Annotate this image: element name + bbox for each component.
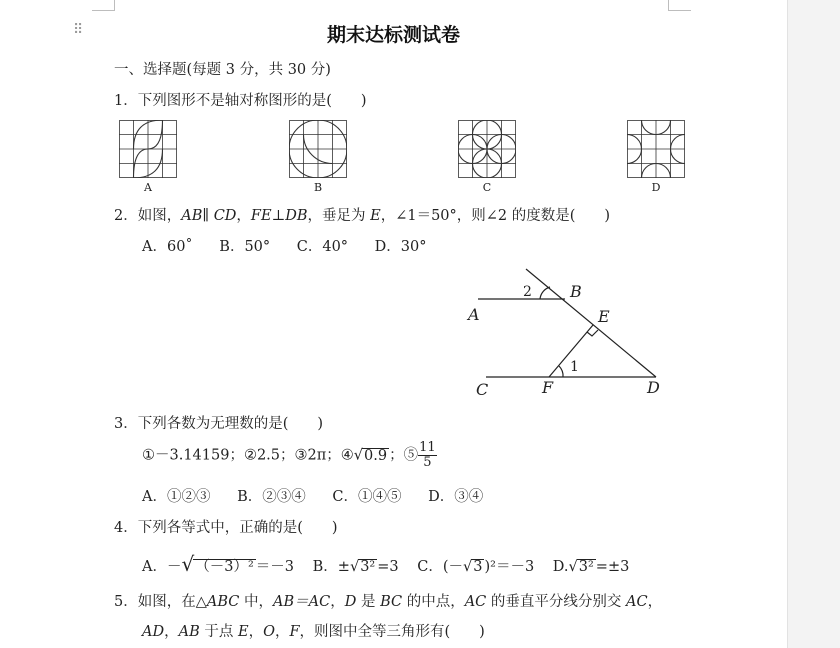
q3-option-c: C．①④⑤ bbox=[332, 489, 402, 505]
label-d: D bbox=[647, 378, 660, 397]
q5-line-1 bbox=[114, 590, 662, 611]
q1-option-label: C bbox=[482, 181, 492, 194]
q2-prefix: 2．如图， bbox=[114, 208, 182, 224]
q1-stem: 1．下列图形不是轴对称图形的是( ) bbox=[114, 93, 367, 109]
q4-option-c bbox=[417, 559, 534, 575]
q3-sqrt-arg: 0.9 bbox=[364, 447, 388, 464]
q3-option-d: D．③④ bbox=[428, 489, 484, 505]
label-c: C bbox=[476, 380, 489, 399]
q3-items-mid: ；⑤ bbox=[389, 447, 419, 464]
drag-handle-icon[interactable]: ⠿ bbox=[73, 22, 82, 38]
q3-frac-den: 5 bbox=[423, 455, 432, 470]
q5-text: 是 bbox=[356, 594, 381, 610]
q2-option-b: B．50° bbox=[219, 239, 271, 255]
page-corner-mark bbox=[92, 0, 115, 11]
q4-b-pre: B．± bbox=[312, 559, 350, 575]
q3-option-a: A．①②③ bbox=[142, 489, 211, 505]
q4-option-d bbox=[553, 559, 630, 575]
q1-figure-d bbox=[627, 120, 685, 178]
q5-text: 于点 bbox=[199, 624, 238, 640]
q2-rest: ，∠1＝50°，则∠2 的度数是( ) bbox=[380, 208, 611, 224]
q4-c-radicand: 3 bbox=[473, 559, 483, 575]
q5-text: 的垂直平分线分别交 bbox=[486, 594, 626, 610]
q5-ac: AC bbox=[464, 594, 487, 610]
q1-option-label: A bbox=[144, 181, 152, 194]
label-f: F bbox=[542, 378, 554, 397]
q5-line-2 bbox=[142, 620, 485, 641]
q2-sep: ， bbox=[236, 208, 251, 224]
q4-a-pre: A．－ bbox=[142, 559, 182, 575]
q2-db: DB bbox=[285, 208, 308, 224]
line-bd bbox=[526, 269, 656, 377]
q3-fraction bbox=[418, 441, 437, 470]
q4-c-post: )²＝－3 bbox=[484, 559, 535, 575]
q1-option-label: D bbox=[651, 181, 661, 194]
q5-text: 的中点， bbox=[402, 594, 465, 610]
q4-d-pre: D. bbox=[552, 559, 569, 575]
q4-a-radicand: （－3）² bbox=[195, 559, 254, 575]
q3-items bbox=[142, 441, 437, 470]
sqrt-symbol: √ bbox=[353, 447, 364, 464]
q2-mid: ，垂足为 bbox=[307, 208, 371, 224]
sqrt-symbol: √ bbox=[568, 559, 578, 575]
label-a: A bbox=[468, 305, 480, 324]
q4-option-b bbox=[313, 559, 399, 575]
q1-figure-a bbox=[119, 120, 177, 178]
q1-figure-c bbox=[458, 120, 516, 178]
q5-text: ， bbox=[647, 594, 663, 610]
q4-a-post: ＝－3 bbox=[255, 559, 295, 575]
q2-option-a: A．60˚ bbox=[142, 239, 193, 255]
q5-ac: AC bbox=[626, 594, 648, 610]
label-angle-2: 2 bbox=[523, 284, 532, 300]
q3-items-prefix: ①－3.14159；②2.5；③2π；④ bbox=[142, 447, 354, 464]
q5-text: ， bbox=[248, 624, 264, 640]
page-corner-mark bbox=[668, 0, 691, 11]
q2-geometry-figure bbox=[460, 262, 675, 402]
q4-d-radicand: 3² bbox=[578, 559, 594, 575]
sqrt-symbol: √ bbox=[349, 559, 360, 575]
q2-stem bbox=[114, 204, 610, 225]
q2-option-d: D．30° bbox=[374, 239, 427, 255]
q2-e: E bbox=[370, 208, 381, 224]
q5-text: ，则图中全等三角形有( ) bbox=[299, 624, 485, 640]
q3-frac-num: 11 bbox=[419, 440, 436, 455]
q1-figure-b bbox=[289, 120, 347, 178]
q5-f: F bbox=[289, 624, 300, 640]
q5-text: ， bbox=[274, 624, 290, 640]
q2-options bbox=[142, 235, 449, 256]
label-angle-1: 1 bbox=[570, 359, 579, 375]
q4-b-radicand: 3² bbox=[360, 559, 376, 575]
q5-bc: BC bbox=[380, 594, 403, 610]
label-b: B bbox=[570, 282, 582, 301]
q3-option-b: B．②③④ bbox=[237, 489, 306, 505]
q5-ad: AD bbox=[142, 624, 165, 640]
q4-option-a bbox=[142, 552, 295, 576]
q4-d-post: =±3 bbox=[595, 559, 630, 575]
section-heading: 一、选择题(每题 3 分，共 30 分) bbox=[114, 62, 331, 78]
sqrt-symbol: √ bbox=[462, 559, 473, 575]
q5-text: ， bbox=[164, 624, 179, 640]
q5-d: D bbox=[344, 594, 357, 610]
q5-abc: ABC bbox=[206, 594, 240, 610]
q5-o: O bbox=[263, 624, 275, 640]
q2-cd: CD bbox=[213, 208, 237, 224]
sqrt-symbol: √ bbox=[181, 552, 195, 576]
q4-options bbox=[142, 552, 629, 576]
q5-ab-eq-ac: AB＝AC bbox=[273, 594, 331, 610]
q3-stem: 3．下列各数为无理数的是( ) bbox=[114, 416, 324, 432]
page-title: 期末达标测试卷 bbox=[326, 24, 460, 46]
q2-ab: AB bbox=[181, 208, 203, 224]
q5-text: 5．如图，在△ bbox=[114, 594, 207, 610]
q1-option-label: B bbox=[313, 181, 323, 194]
label-e: E bbox=[598, 307, 610, 326]
q4-c-pre: C．(－ bbox=[417, 559, 463, 575]
q4-stem: 4．下列各等式中，正确的是( ) bbox=[114, 520, 338, 536]
q3-options bbox=[142, 485, 505, 506]
q2-parallel: ∥ bbox=[202, 208, 210, 224]
q5-text: ， bbox=[330, 594, 345, 610]
right-sidebar-panel bbox=[787, 0, 840, 648]
q5-ab: AB bbox=[178, 624, 200, 640]
q5-text: 中， bbox=[239, 594, 273, 610]
q4-b-post: =3 bbox=[377, 559, 399, 575]
q2-fe: FE bbox=[250, 208, 272, 224]
q5-e: E bbox=[237, 624, 249, 640]
q2-perp: ⊥ bbox=[271, 208, 286, 224]
q2-option-c: C．40° bbox=[296, 239, 349, 255]
